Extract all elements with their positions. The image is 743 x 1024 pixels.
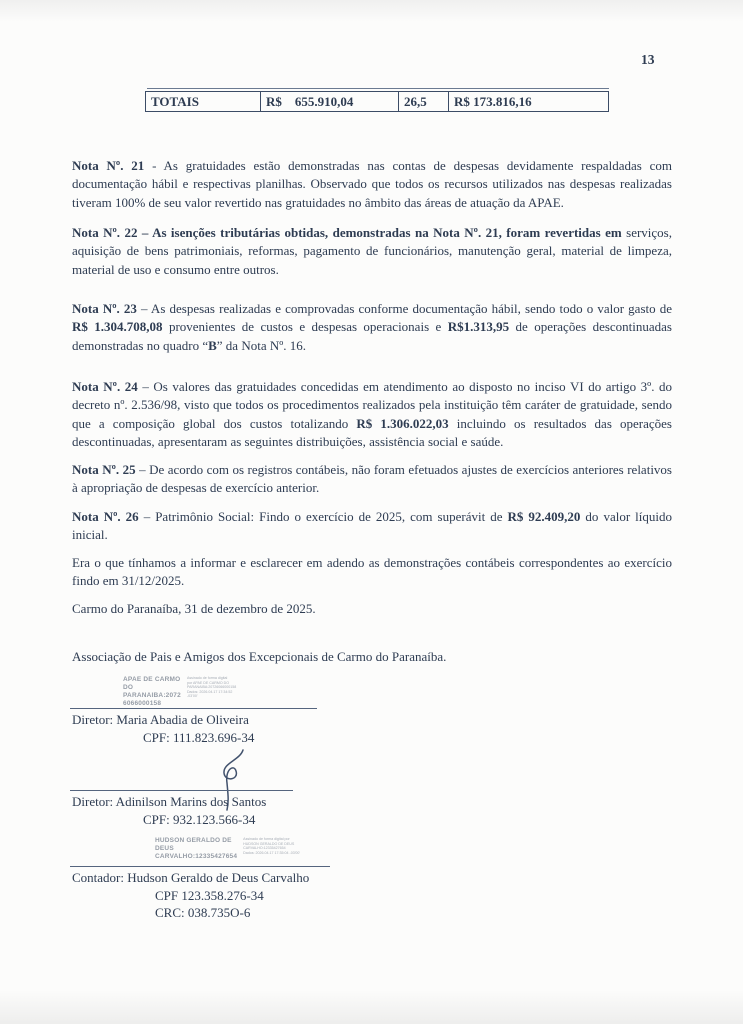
stamp-contador-signer-name: HUDSON GERALDO DE DEUS CARVALHO:12335427654	[155, 837, 238, 860]
totals-percent-cell: 26,5	[398, 92, 448, 111]
association-name-line: Associação de Pais e Amigos dos Excepcionais de Carmo do Paranaíba.	[72, 649, 447, 664]
scan-artifact-top	[0, 0, 743, 22]
table-top-border-artifact	[147, 88, 609, 89]
signature-line-contador	[70, 866, 330, 867]
digital-signature-stamp-apae	[123, 676, 236, 708]
note-21-paragraph: Nota Nº. 21 - As gratuidades estão demonstradas nas contas de despesas devidamente respaldadas com documentação hábil e respectivas planilhas. Observado que todos os recursos utilizados nas despesas realizadas tiveram 100% de seu valor revertido nas gratuidades no âmbito das áreas de atuação da APAE.	[72, 158, 672, 210]
signature-line-director2	[70, 790, 293, 791]
director1-cpf: CPF: 111.823.696-34	[143, 730, 255, 745]
totals-amount2-cell: R$ 173.816,16	[448, 92, 608, 111]
note-25-paragraph: Nota Nº. 25 – De acordo com os registros contábeis, não foram efetuados ajustes de exercícios anteriores relativos à apropriação de despesas de exercício anterior.	[72, 462, 672, 496]
note-26-paragraph: Nota Nº. 26 – Patrimônio Social: Findo o exercício de 2025, com superávit de R$ 92.409,20 do valor líquido inicial.	[72, 509, 673, 543]
stamp-apae-details: Assinado de forma digital por APAE DE CARMO DO PARANAIBA:20726066000158 Dados: 2026.04.17 17:34:52 -03'00'	[186, 676, 237, 699]
director1-name: Diretor: Maria Abadia de Oliveira	[72, 712, 249, 727]
place-date-line: Carmo do Paranaíba, 31 de dezembro de 2025.	[72, 601, 316, 616]
totals-table	[145, 91, 609, 112]
signature-line-director1	[70, 708, 317, 709]
closing-paragraph: Era o que tínhamos a informar e esclarecer em adendo as demonstrações contábeis correspondentes ao exercício findo em 31/12/2025.	[72, 555, 672, 589]
note-23-paragraph: Nota Nº. 23 – As despesas realizadas e comprovadas conforme documentação hábil, sendo todo o valor gasto de R$ 1.304.708,08 provenientes de custos e despesas operacionais e R$1.313,95 de operações descontinuadas demonstradas no quadro “B” da Nota Nº. 16.	[72, 301, 673, 353]
digital-signature-stamp-contador	[155, 837, 300, 861]
totals-amount-cell: R$ 655.910,04	[260, 92, 398, 111]
stamp-apae-signer-name: APAE DE CARMO DO PARANAIBA:2072 6066000158	[123, 676, 181, 707]
totals-label-cell: TOTAIS	[151, 94, 199, 109]
page-number: 13	[641, 52, 655, 67]
director2-name: Diretor: Adinilson Marins dos Santos	[72, 794, 267, 809]
contador-name: Contador: Hudson Geraldo de Deus Carvalho	[72, 870, 310, 885]
contador-cpf: CPF 123.358.276-34	[155, 888, 264, 903]
note-24-paragraph: Nota Nº. 24 – Os valores das gratuidades concedidas em atendimento ao disposto no inciso VI do artigo 3º. do decreto nº. 2.536/98, visto que todos os procedimentos realizados pela instituição têm caráter de gratuidade, sendo que a composição global dos custos totalizando R$ 1.306.022,03 incluindo os resultados das operações descontinuadas, apresentaram as seguintes distribuições, assistência social e saúde.	[72, 379, 672, 450]
stamp-contador-details: Assinado de forma digital por HUDSON GERALDO DE DEUS CARVALHO:12335427654 Dados: 2026.04.17 17:35:04 -03'00'	[243, 837, 301, 855]
scan-artifact-bottom	[0, 990, 743, 1024]
contador-crc: CRC: 038.735O-6	[155, 905, 251, 920]
note-22-paragraph: Nota Nº. 22 – As isenções tributárias obtidas, demonstradas na Nota Nº. 21, foram revertidas em serviços, aquisição de bens patrimoniais, reformas, pagamento de funcionários, manutenção geral, material de limpeza, material de uso e consumo entre outros.	[72, 225, 672, 277]
director2-cpf: CPF: 932.123.566-34	[143, 812, 256, 827]
